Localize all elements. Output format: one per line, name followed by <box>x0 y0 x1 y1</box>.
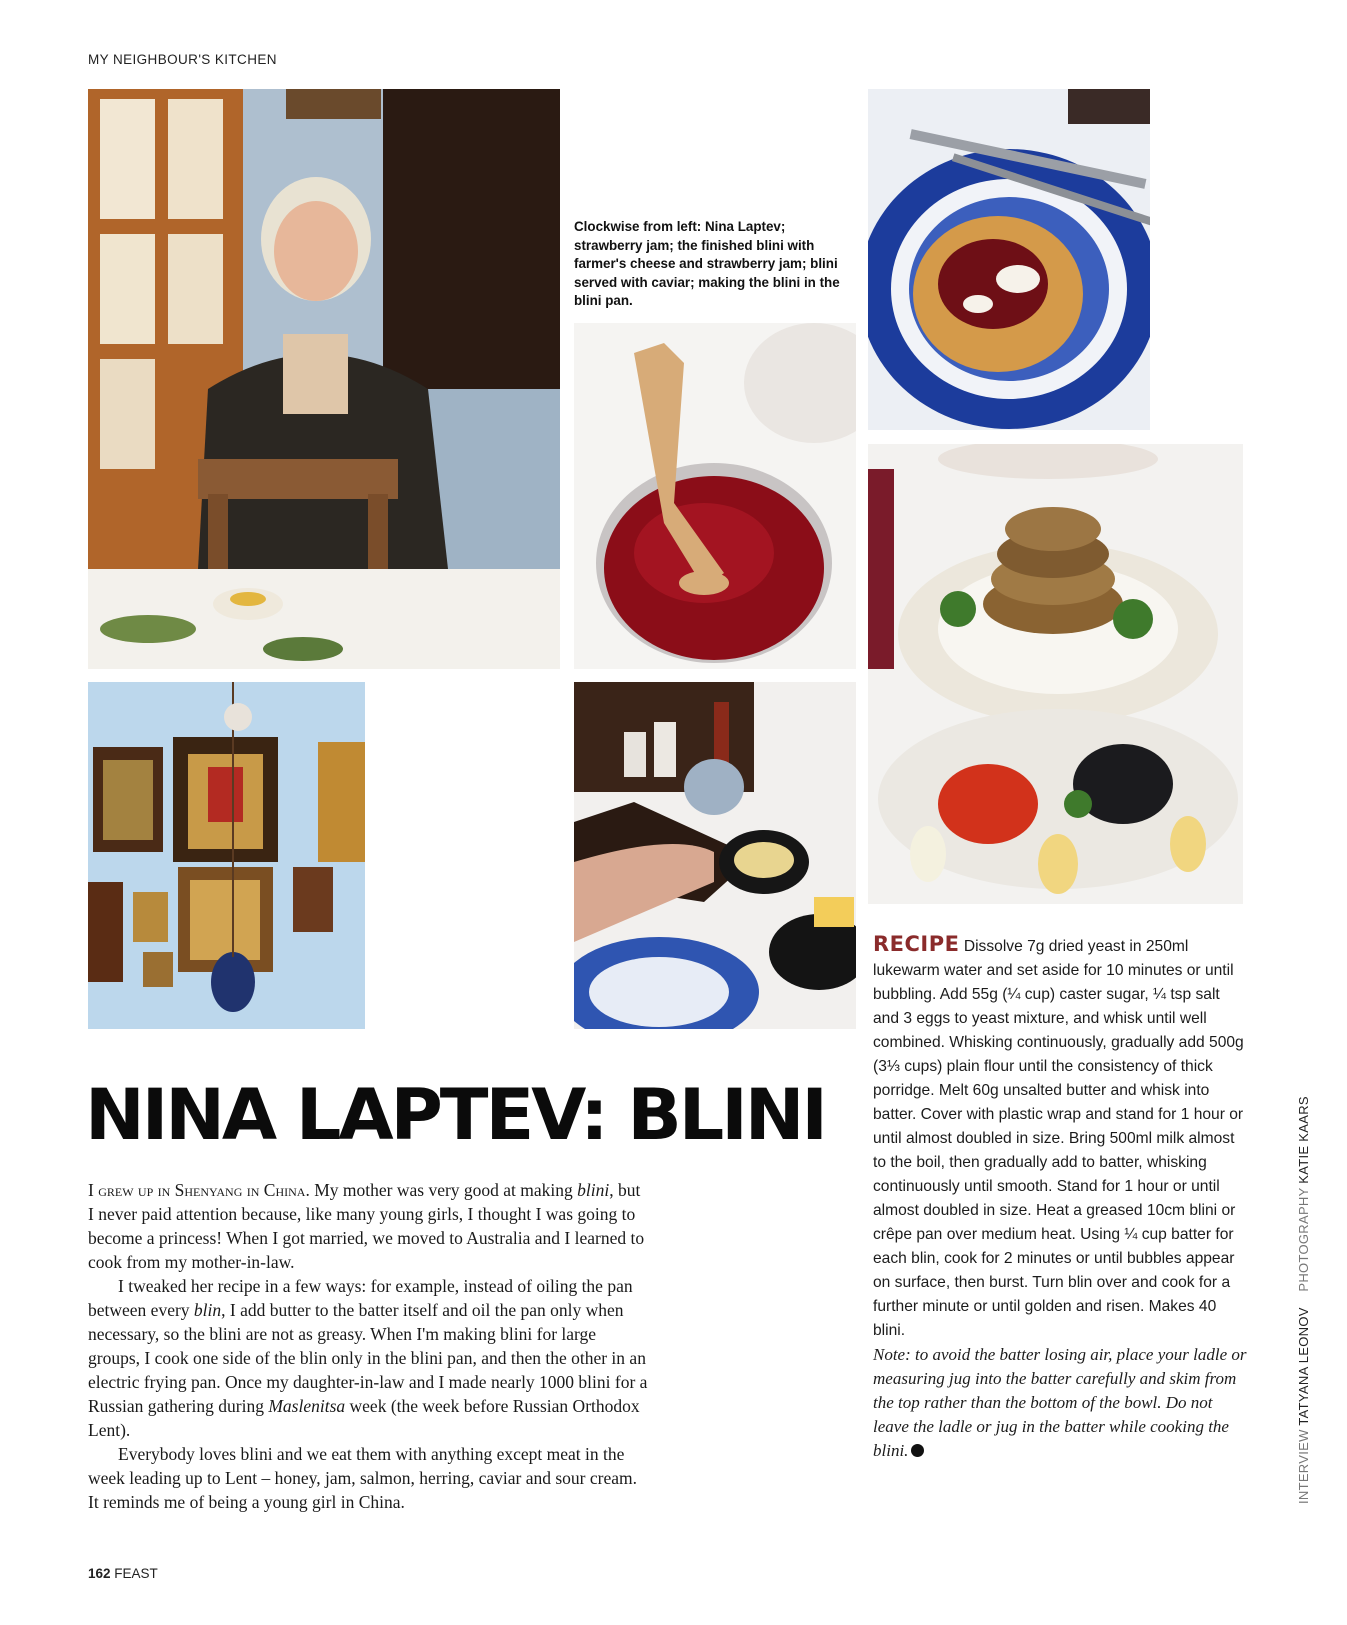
story-italic: Maslenitsa <box>268 1396 346 1416</box>
recipe-heading: RECIPE <box>873 932 960 956</box>
story-paragraph-2 <box>88 1274 648 1442</box>
story-paragraph-3: Everybody loves blini and we eat them with anything except meat in the week leading up to Lent – honey, jam, salmon, herring, caviar and sour cream. It reminds me of being a young girl in China. <box>88 1444 637 1512</box>
photography-label: PHOTOGRAPHY <box>1296 1187 1311 1292</box>
jam-photo <box>574 323 856 669</box>
interview-name: TATYANA LEONOV <box>1296 1307 1311 1426</box>
story-text: I tweaked her recipe in a few ways: for example, instead of oiling the pan between every <box>88 1276 633 1320</box>
portrait-photo <box>88 89 560 669</box>
recipe-box <box>873 932 1248 1463</box>
story-lead-in: I grew up in Shenyang in China. <box>88 1180 310 1200</box>
finished-blini-photo <box>868 89 1150 430</box>
section-label: MY NEIGHBOUR'S KITCHEN <box>88 52 277 67</box>
story-text: , I add butter to the batter itself and oil the pan only when necessary, so the blini are not as greasy. When I'm making blini for large groups, I cook one side of the blin only in the blini pan, and then the other in an electric frying pan. Once my daughter-in-law and I made nearly 1000 blini for a Russian gathering during <box>88 1300 648 1416</box>
photo-caption: Clockwise from left: Nina Laptev; strawberry jam; the finished blini with farmer's cheese and strawberry jam; blini served with caviar; making the blini in the blini pan. <box>574 219 840 309</box>
recipe-method <box>873 932 1248 1343</box>
story-italic: blini <box>577 1180 610 1200</box>
credits <box>1296 1096 1311 1504</box>
story-italic: blin <box>193 1300 222 1320</box>
end-mark-icon <box>911 1444 924 1457</box>
story-text: , but I never paid attention because, like many young girls, I thought I was going to become a princess! When I got married, we moved to Australia and I learned to cook from my mother-in-law. <box>88 1180 645 1272</box>
page-number: 162 <box>88 1566 111 1581</box>
icons-wall-photo <box>88 682 365 1029</box>
article-body <box>88 1178 648 1514</box>
article-title: NINA LAPTEV: BLINI <box>85 1074 825 1156</box>
recipe-note: Note: to avoid the batter losing air, place your ladle or measuring jug into the batter carefully and skim from the top rather than the bottom of the bowl. Do not leave the ladle or jug in the batter while cooking the blini. <box>873 1345 1247 1460</box>
folio <box>88 1566 158 1581</box>
recipe-body: Dissolve 7g dried yeast in 250ml lukewarm water and set aside for 10 minutes or until bubbling. Add 55g (¼ cup) caster sugar, ¼ tsp salt and 3 eggs to yeast mixture, and whisk until well combined. Whisking continuously, gradually add 500g (3⅓ cups) plain flour until the consistency of thick porridge. Melt 60g unsalted butter and whisk into batter. Cover with plastic wrap and stand for 1 hour or until almost doubled in size. Bring 500ml milk almost to the boil, then gradually add to batter, whisking continuously until smooth. Stand for 1 hour or until almost doubled in size. Heat a greased 10cm blini or crêpe pan over medium heat. Using ¼ cup batter for each blin, cook for 2 minutes or until bubbles appear on surface, then burst. Turn blin over and cook for a further minute or until golden and risen. Makes 40 blini. <box>873 938 1244 1339</box>
blini-caviar-photo <box>868 444 1243 904</box>
recipe-note-paragraph <box>873 1343 1248 1463</box>
magazine-name: FEAST <box>114 1566 158 1581</box>
photography-name: KATIE KAARS <box>1296 1096 1311 1184</box>
blini-pan-photo <box>574 682 856 1029</box>
story-paragraph-1 <box>88 1178 648 1274</box>
story-text: My mother was very good at making <box>309 1180 578 1200</box>
story-text: week (the week before Russian Orthodox Lent). <box>88 1396 640 1440</box>
interview-label: INTERVIEW <box>1296 1429 1311 1504</box>
